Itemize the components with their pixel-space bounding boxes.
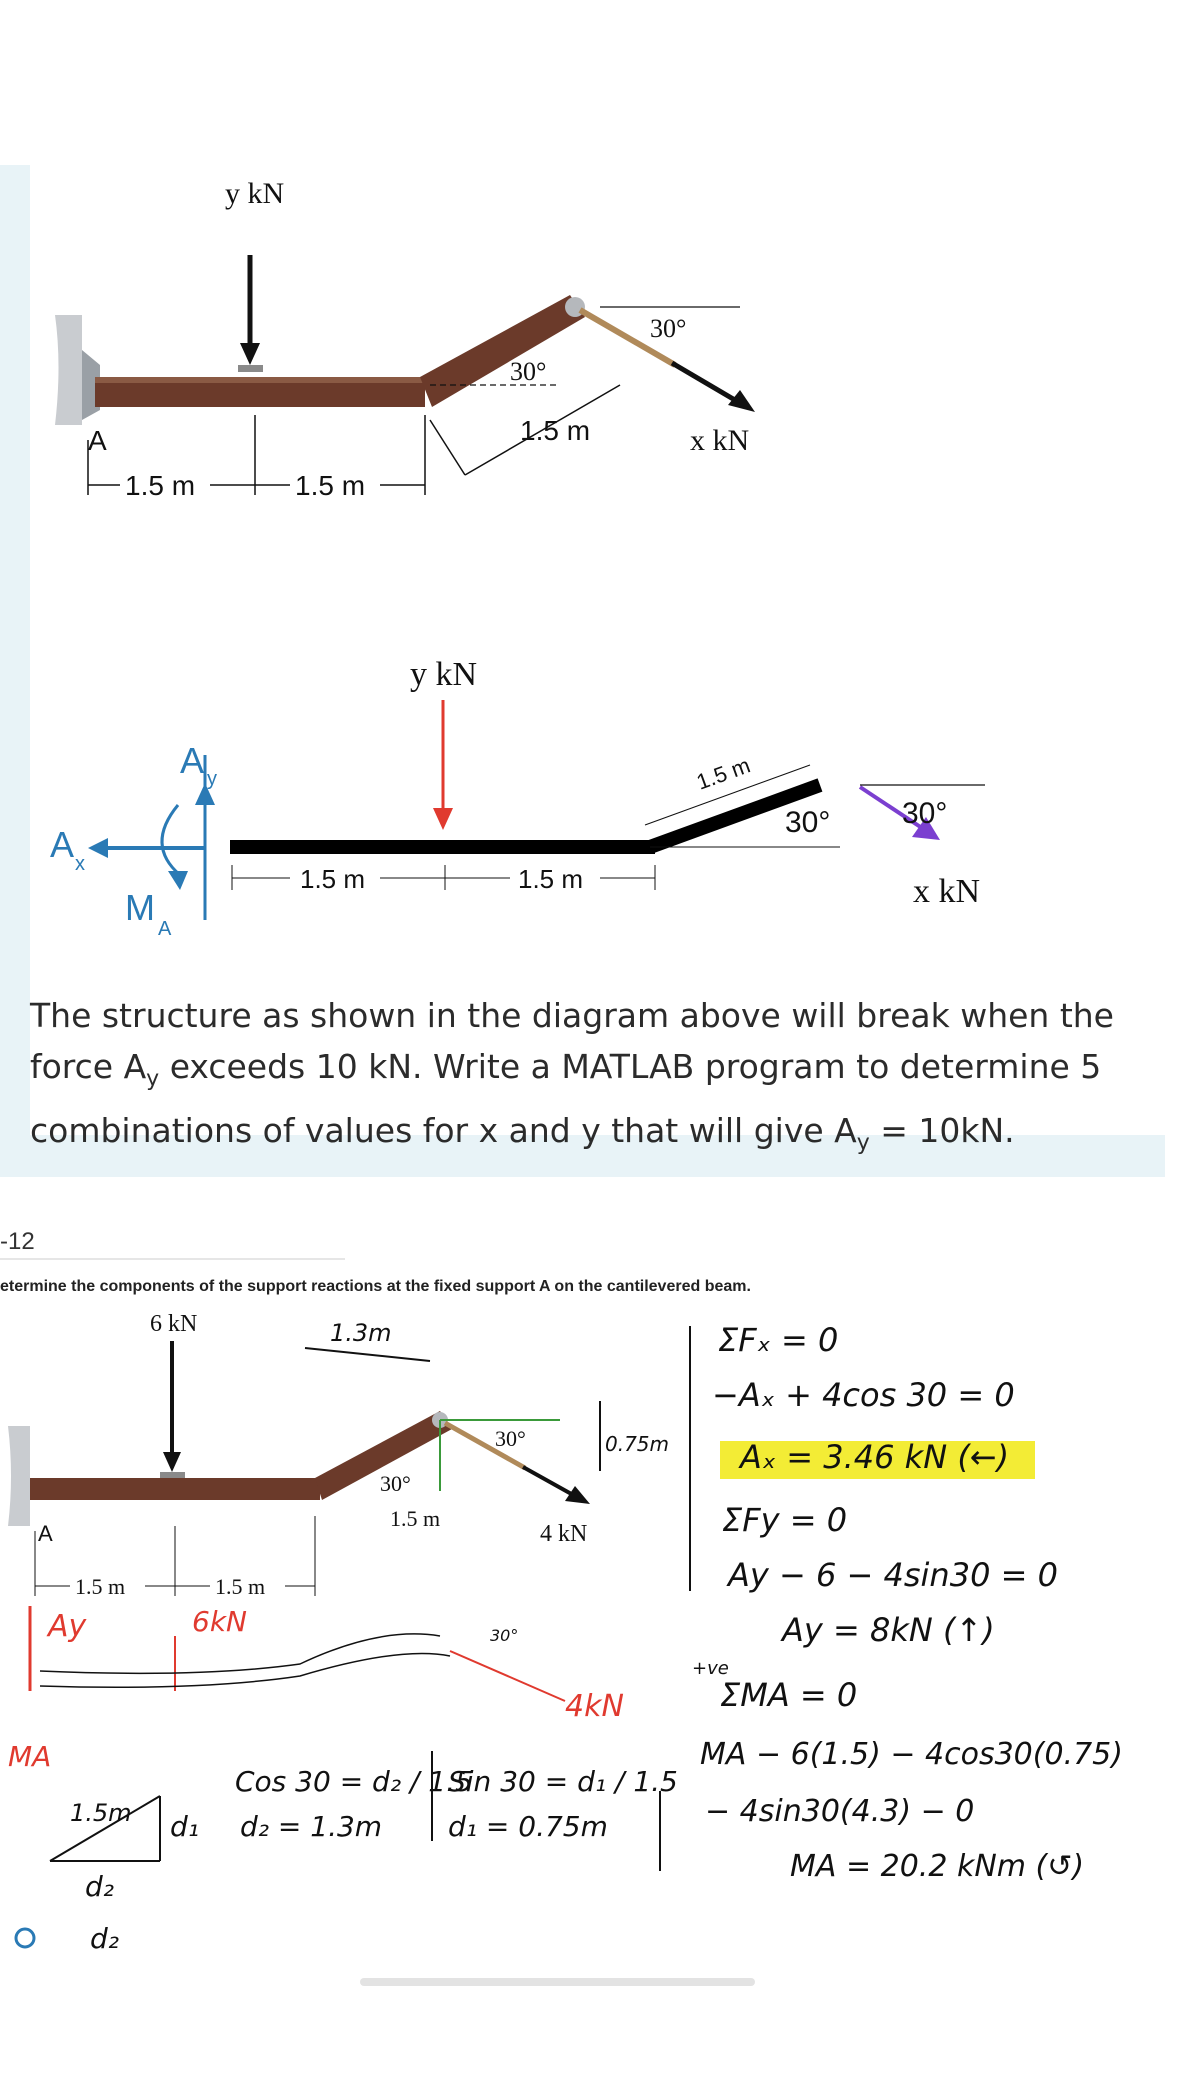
ma-label: M	[125, 887, 155, 928]
eq-sum-ma: ΣMA = 0	[720, 1676, 858, 1714]
load-6kn-label: 6 kN	[150, 1311, 198, 1337]
question-text: etermine the components of the support reactions at the fixed support A on the cantilevered beam.	[0, 1278, 751, 1295]
angle-incline-label: 30°	[510, 357, 547, 386]
ma-arc	[162, 805, 180, 875]
cos-result: d₂ = 1.3m	[240, 1810, 383, 1843]
fbd-dim-incline: 1.5 m	[693, 752, 754, 795]
dim-13-label: 1.3m	[330, 1319, 392, 1347]
problem-statement	[30, 990, 1150, 1168]
cos-equation: Cos 30 = d₂ / 1.5	[235, 1765, 473, 1798]
hand-4kn-label: 4kN	[565, 1689, 624, 1724]
wall-support	[55, 315, 82, 425]
eq-fy: Ay − 6 − 4sin30 = 0	[728, 1556, 1058, 1594]
dim-mid-label: 1.5 m	[295, 470, 366, 501]
hyp-label: 1.5m	[70, 1799, 132, 1827]
d1-label: d₁	[170, 1810, 199, 1843]
force-4kn-arrow	[523, 1467, 575, 1496]
eq-ay: Ay = 8kN (↑)	[782, 1611, 995, 1649]
fbd-load-y-label: y kN	[410, 656, 478, 693]
eq-sum-fx: ΣFₓ = 0	[718, 1321, 839, 1359]
load-y-label: y kN	[225, 177, 285, 210]
load-4kn-label: 4 kN	[540, 1521, 588, 1547]
eq-ax: Aₓ = 3.46 kN (←)	[740, 1438, 1010, 1476]
ax-label: A	[50, 824, 75, 865]
svg-text:d₂: d₂	[90, 1922, 119, 1955]
solution-svg	[0, 1296, 1179, 2096]
svg-text:A: A	[38, 1521, 53, 1546]
svg-text:1.5 m: 1.5 m	[75, 1574, 126, 1599]
d075-label: 0.75m	[605, 1432, 670, 1456]
hand-ma-label: MA	[8, 1740, 52, 1773]
hand-fbd	[8, 1605, 624, 1903]
hand-6kn-label: 6kN	[192, 1605, 247, 1638]
dim-incline-label: 1.5 m	[520, 415, 591, 446]
divider	[0, 1258, 345, 1260]
ay-label: A	[180, 740, 205, 781]
svg-text:30°: 30°	[380, 1471, 411, 1496]
svg-text:30°: 30°	[495, 1426, 526, 1451]
scrollbar[interactable]	[360, 1978, 755, 1986]
sign-convention: +ve	[692, 1658, 729, 1679]
svg-text:30°: 30°	[490, 1626, 519, 1645]
equilibrium-equations	[660, 1321, 1123, 1884]
svg-text:x: x	[75, 853, 85, 875]
free-body-diagram	[50, 656, 985, 940]
eq-ma-2: − 4sin30(4.3) − 0	[705, 1794, 975, 1829]
fbd-angle-force: 30°	[902, 797, 948, 830]
load-x-label: x kN	[690, 424, 750, 457]
problem-line-3: combinations of values for x and y that will give $A_y = 10kN$.	[30, 1110, 1015, 1156]
problem-line-1: The structure as shown in the diagram above will break when the	[30, 996, 1114, 1035]
fbd-dim-mid: 1.5 m	[518, 864, 584, 894]
d2-label: d₂	[85, 1870, 114, 1903]
dim-left-label: 1.5 m	[125, 470, 196, 501]
svg-text:1.5 m: 1.5 m	[390, 1506, 441, 1531]
trig-work	[235, 1751, 678, 1843]
eq-fx: −Aₓ + 4cos 30 = 0	[712, 1376, 1015, 1414]
support-a-label: A	[88, 425, 107, 456]
problem-line-2: force $A_y$ exceeds 10 kN. Write a MATLAB program to determine 5	[30, 1047, 1102, 1092]
eq-sum-fy: ΣFy = 0	[722, 1501, 848, 1539]
fbd-load-x-label: x kN	[913, 873, 981, 910]
fbd-dim-left: 1.5 m	[300, 864, 366, 894]
sin-result: d₁ = 0.75m	[448, 1810, 608, 1843]
textbook-diagram	[8, 1311, 669, 1599]
force-x-arrow	[672, 363, 740, 403]
structure-diagram	[55, 177, 755, 501]
svg-text:y: y	[207, 768, 217, 790]
angle-force-label: 30°	[650, 314, 687, 343]
page-fragment: -12	[0, 1228, 35, 1255]
sin-equation: Sin 30 = d₁ / 1.5	[448, 1765, 678, 1798]
beam-horizontal-2	[30, 1478, 320, 1500]
watermark-logo	[16, 1922, 119, 1955]
eq-ma-result: MA = 20.2 kNm (↺)	[790, 1849, 1085, 1884]
hand-ay-label: Ay	[48, 1609, 87, 1644]
fbd-angle-incline: 30°	[785, 806, 831, 839]
svg-text:A: A	[158, 918, 172, 940]
eq-ma-1: MA − 6(1.5) − 4cos30(0.75)	[700, 1737, 1123, 1772]
svg-text:1.5 m: 1.5 m	[215, 1574, 266, 1599]
beam-incline	[420, 295, 585, 407]
